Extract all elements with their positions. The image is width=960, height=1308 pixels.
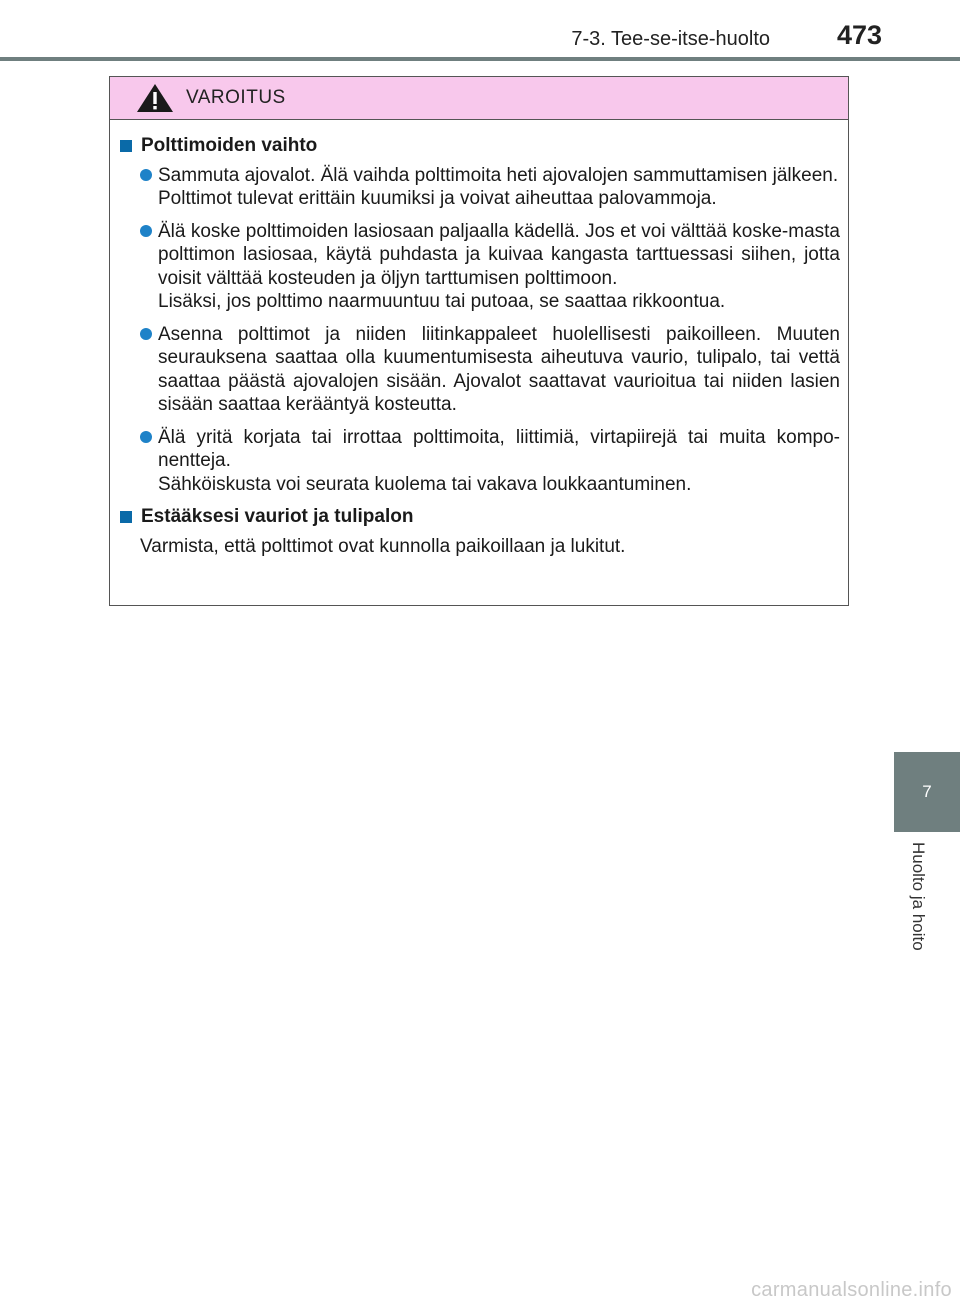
bullet-item [140, 220, 840, 314]
bullet-dot-icon [140, 169, 152, 181]
bullet-text: Älä koske polttimoiden lasiosaan paljaalla kädellä. Jos et voi välttää koske-masta polttimon lasiosaa, käytä puhdasta ja kuivaa kangasta tarttuessasi siihen, jotta voisit välttää kosteuden ja öljyn tarttumisen polttimoon. [158, 220, 840, 289]
bullet-text: Lisäksi, jos polttimo naarmuuntuu tai putoaa, se saattaa rikkoontua. [158, 291, 726, 312]
square-bullet-icon [120, 140, 132, 152]
warning-box [109, 76, 849, 606]
header-rule [0, 57, 960, 61]
page-number: 473 [836, 20, 882, 50]
section-heading: Estääksesi vauriot ja tulipalon [120, 505, 840, 529]
bullet-text: Sammuta ajovalot. Älä vaihda polttimoita heti ajovalojen sammuttamisen jälkeen. [158, 164, 839, 186]
watermark: carmanualsonline.info [751, 1279, 952, 1301]
section-title: 7-3. Tee-se-itse-huolto [571, 28, 770, 50]
warning-body [110, 120, 848, 558]
warning-title: VAROITUS [186, 87, 286, 108]
bullet-item [140, 426, 840, 497]
bullet-dot-icon [140, 328, 152, 340]
bullet-text: Polttimot tulevat erittäin kuumiksi ja voivat aiheuttaa palovammoja. [158, 188, 717, 209]
section-heading: Polttimoiden vaihto [120, 134, 840, 158]
bullet-item [140, 323, 840, 417]
section-text: Varmista, että polttimot ovat kunnolla paikoillaan ja lukitut. [140, 535, 626, 557]
bullet-item [140, 164, 840, 211]
bullet-text: Sähköiskusta voi seurata kuolema tai vakava loukkaantuminen. [158, 473, 692, 495]
bullet-dot-icon [140, 225, 152, 237]
warning-triangle-icon [136, 83, 174, 113]
bullet-dot-icon [140, 431, 152, 443]
chapter-tab: 7 [894, 752, 960, 832]
warning-header [110, 77, 848, 120]
bullet-text: Asenna polttimot ja niiden liitinkappaleet huolellisesti paikoilleen. Muuten seurauksena saattaa olla kuumentumisesta aiheutuva vaurio, tulipalo, tai vettä saattaa päästä ajovalojen sisään. Ajovalot saattavat vaurioitua tai niiden lasien sisään saattaa kerääntyä kosteutta. [158, 323, 840, 415]
bullet-text: Älä yritä korjata tai irrottaa polttimoita, liittimiä, virtapiirejä tai muita kompo-nentteja. [158, 426, 840, 471]
square-bullet-icon [120, 511, 132, 523]
chapter-label: Huolto ja hoito [909, 842, 928, 951]
